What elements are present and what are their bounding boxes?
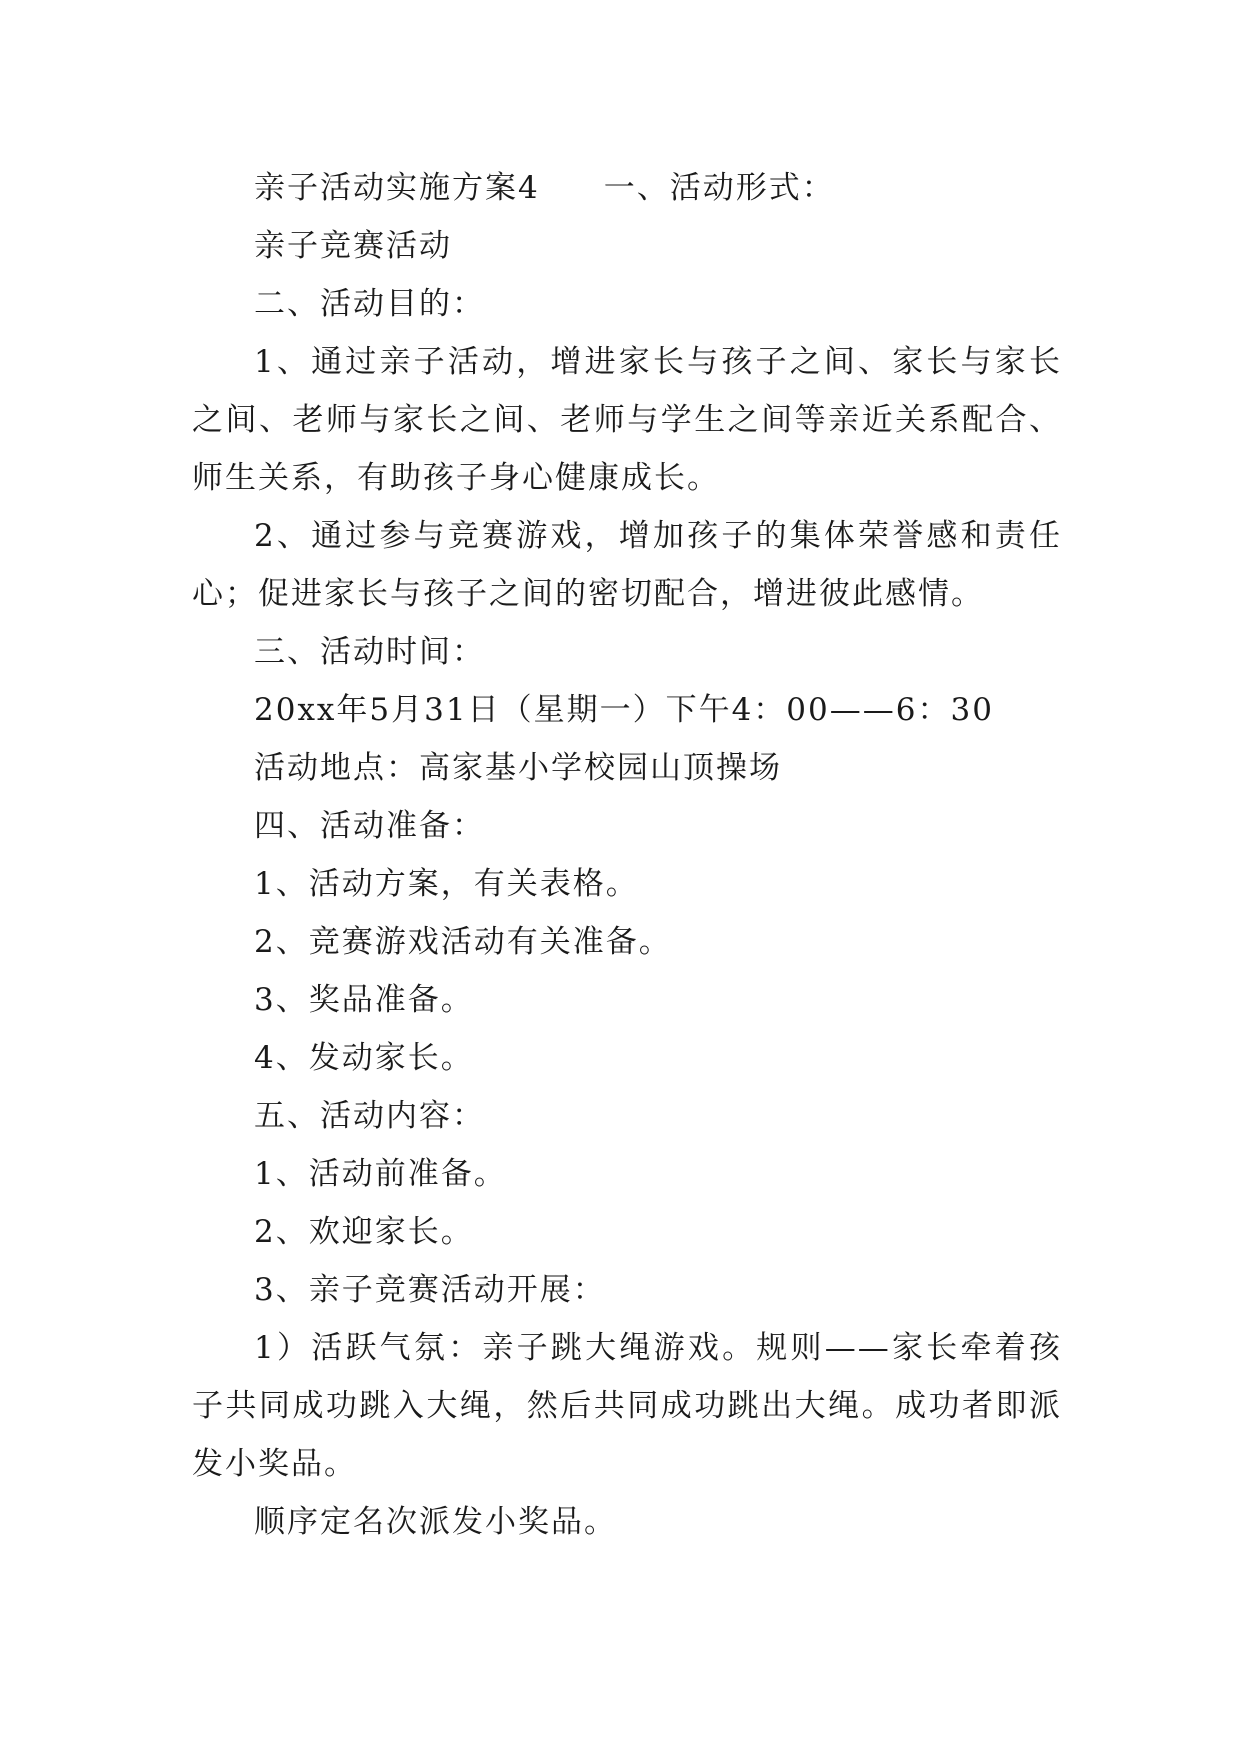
- heading-line: [192, 159, 1062, 217]
- section-heading: 一、活动形式：: [603, 170, 835, 206]
- section-heading: 四、活动准备：: [254, 808, 485, 844]
- section-heading: 五、活动内容：: [254, 1098, 485, 1134]
- list-item: 2、竞赛游戏活动有关准备。: [254, 924, 672, 960]
- document-title: 亲子活动实施方案4: [254, 170, 540, 206]
- list-item: 4、发动家长。: [254, 1040, 474, 1076]
- paragraph: 亲子竞赛活动: [254, 228, 452, 264]
- paragraph: 活动地点：高家基小学校园山顶操场: [254, 750, 782, 786]
- section-heading: 三、活动时间：: [254, 634, 485, 670]
- paragraph: 顺序定名次派发小奖品。: [254, 1504, 617, 1540]
- list-item: 3、亲子竞赛活动开展：: [254, 1272, 606, 1308]
- paragraph: 1）活跃气氛：亲子跳大绳游戏。规则——家长牵着孩子共同成功跳入大绳，然后共同成功跳出大绳。成功者即派发小奖品。: [192, 1330, 1062, 1482]
- list-item: 1、活动前准备。: [254, 1156, 507, 1192]
- paragraph: 1、通过亲子活动，增进家长与孩子之间、家长与家长之间、老师与家长之间、老师与学生之间等亲近关系配合、师生关系，有助孩子身心健康成长。: [192, 344, 1062, 496]
- list-item: 2、欢迎家长。: [254, 1214, 474, 1250]
- list-item: 3、奖品准备。: [254, 982, 474, 1018]
- list-item: 1、活动方案，有关表格。: [254, 866, 639, 902]
- paragraph: 20xx年5月31日（星期一）下午4：00——6：30: [254, 692, 994, 728]
- paragraph: 2、通过参与竞赛游戏，增加孩子的集体荣誉感和责任心；促进家长与孩子之间的密切配合，增进彼此感情。: [192, 518, 1062, 612]
- document-body: [192, 159, 1062, 1551]
- section-heading: 二、活动目的：: [254, 286, 485, 322]
